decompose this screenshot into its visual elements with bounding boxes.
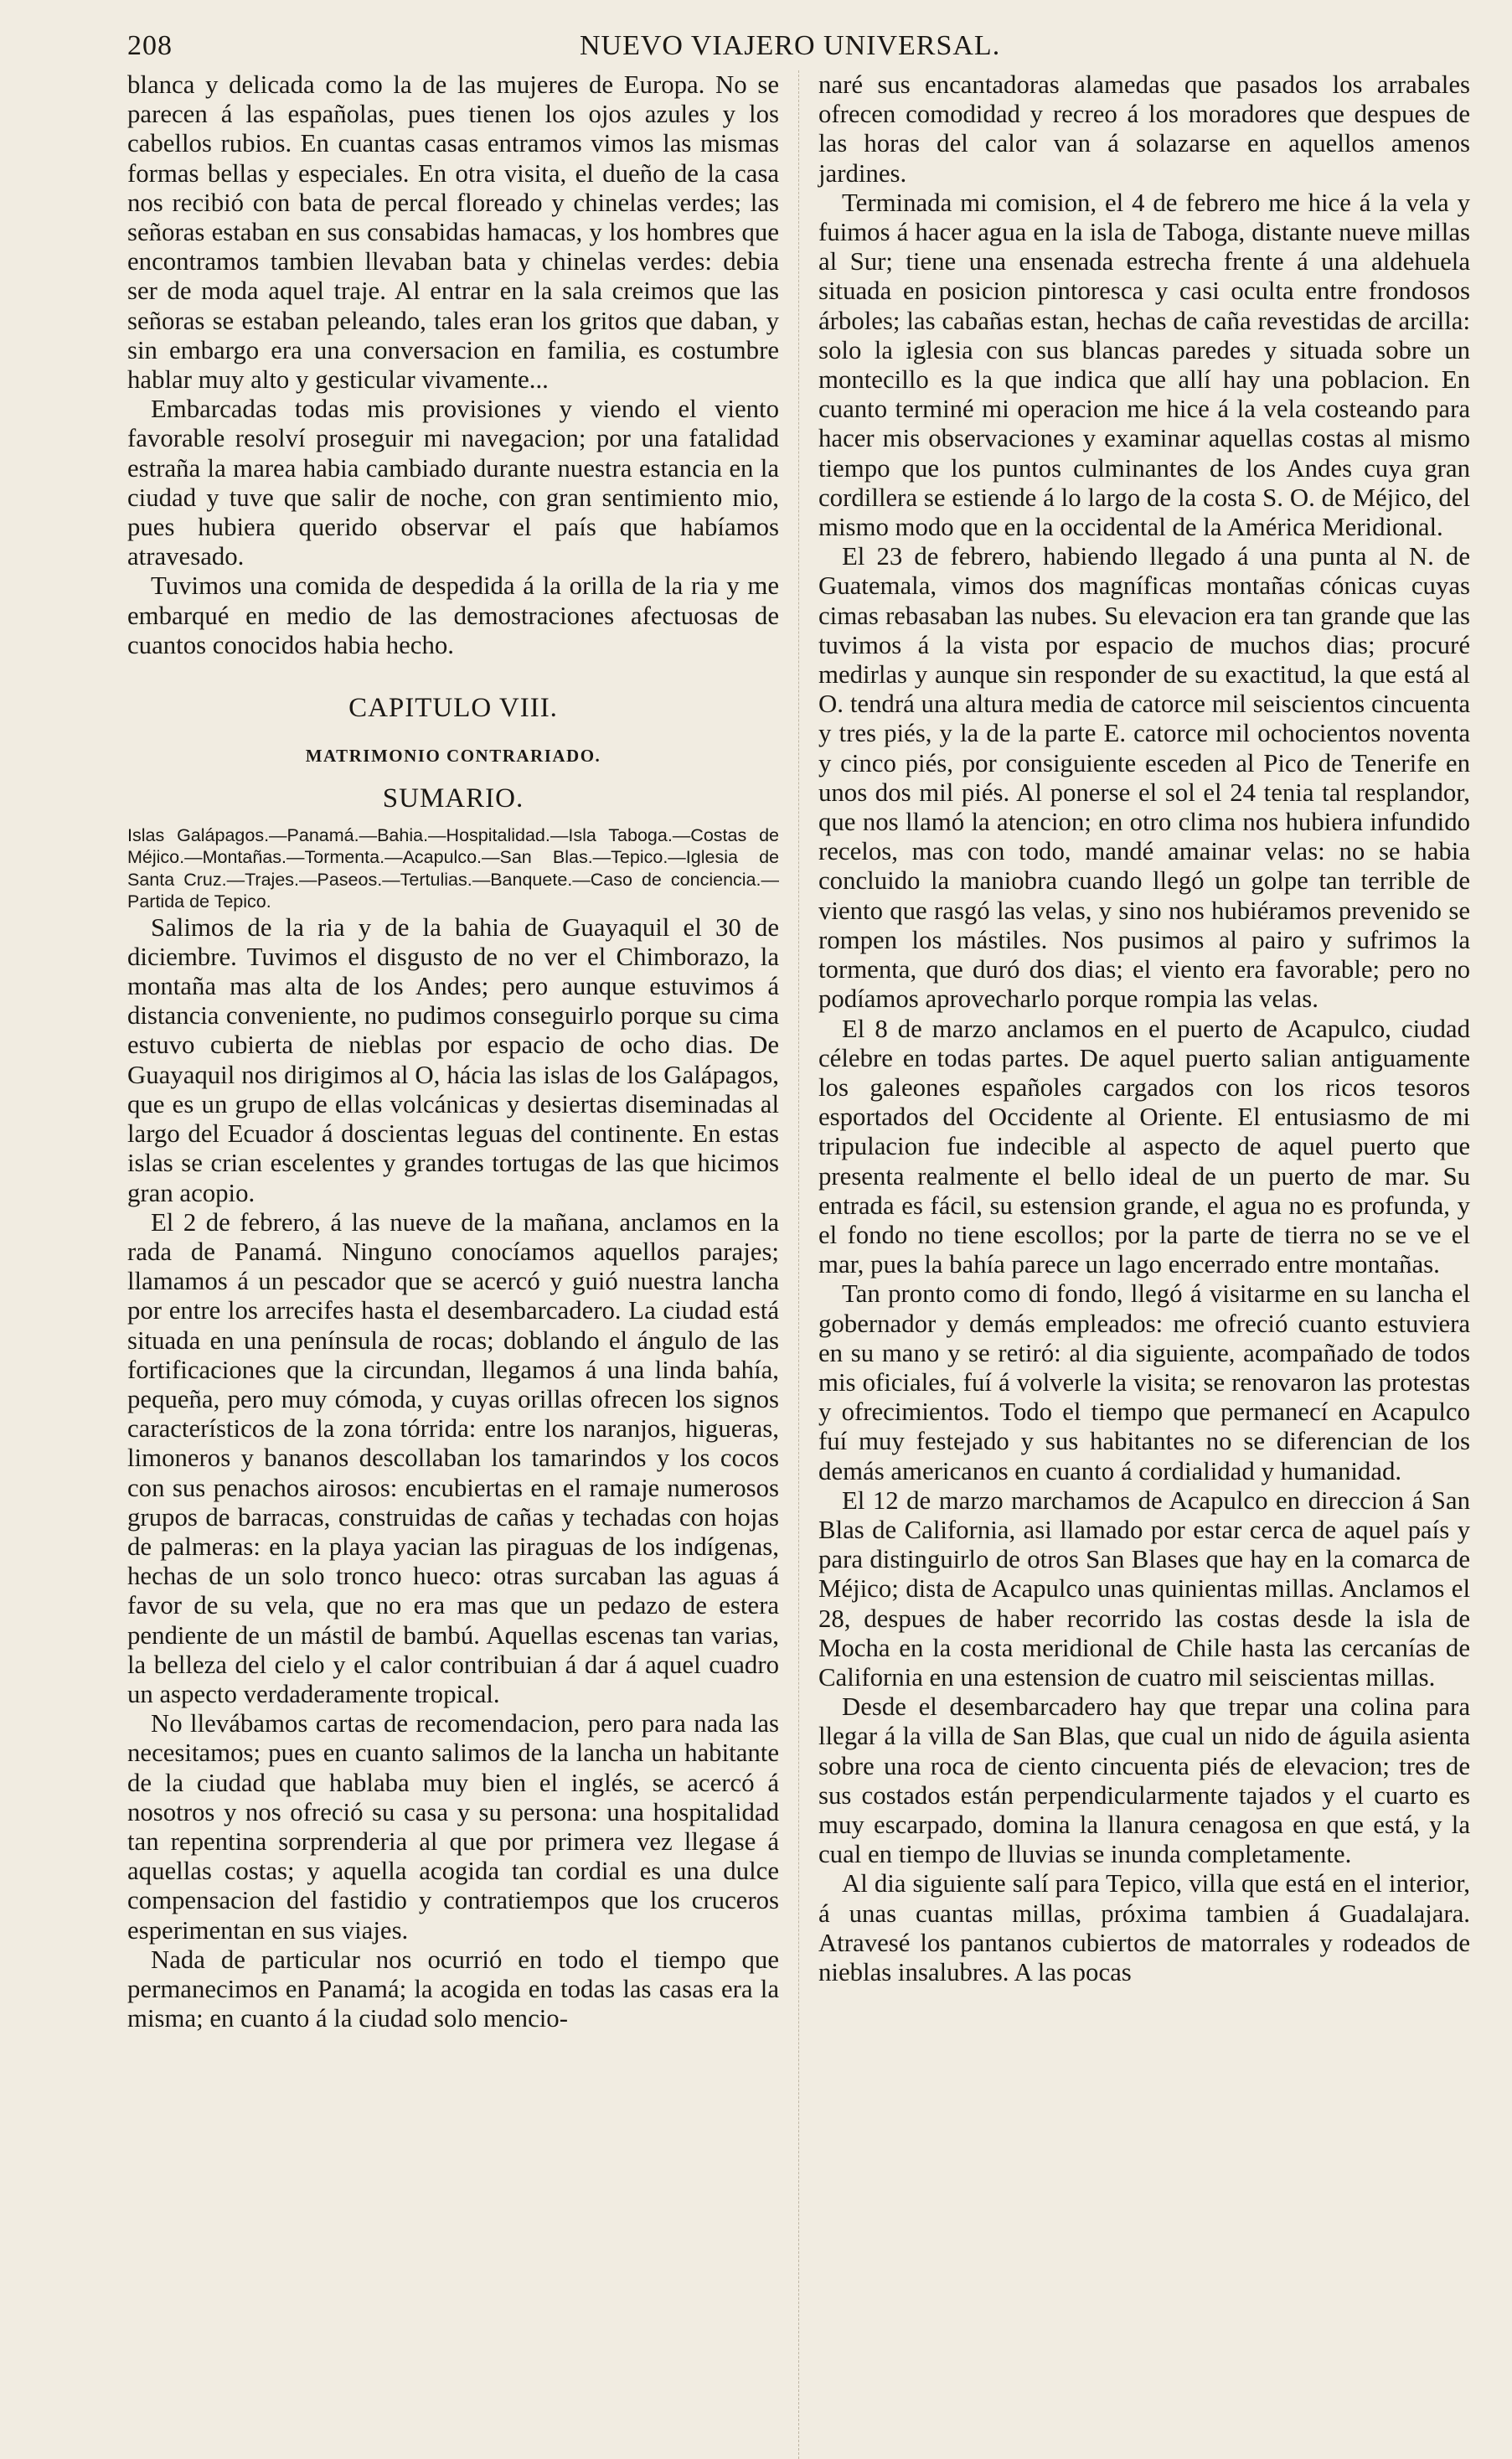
paragraph: naré sus encantadoras alamedas que pasados los arrabales ofrecen comodidad y recreo á los moradores que despues de las horas del calor van á solazarse en aquellos amenos jardines. <box>818 70 1470 188</box>
paragraph: El 2 de febrero, á las nueve de la mañana, anclamos en la rada de Panamá. Ninguno conocíamos aquellos parajes; llamamos á un pescador que se acercó y guió nuestra lancha por entre los arrecifes hasta el desembarcadero. La ciudad está situada en una península de rocas; doblando el ángulo de las fortificaciones que la circundan, llegamos á una linda bahía, pequeña, pero muy cómoda, y cuyas orillas ofrecen los signos característicos de la zona tórrida: entre los naranjos, higueras, limoneros y bananos descollaban los tamarindos y los cocos con sus penachos airosos: encubiertas en el ramaje numerosos grupos de barracas, construidas de cañas y techadas con hojas de palmeras: en la playa yacian las piraguas de los indígenas, hechas de un solo tronco hueco: otras surcaban las aguas á favor de su vela, que no era mas que un pedazo de estera pendiente de un mástil de bambú. Aquellas escenas tan varias, la belleza del cielo y el calor contribuian á dar á aquel cuadro un aspecto verdaderamente tropical. <box>127 1207 779 1708</box>
paragraph: blanca y delicada como la de las mujeres de Europa. No se parecen á las españolas, pues tienen los ojos azules y los cabellos rubios. En cuantas casas entramos vimos las mismas formas bellas y especiales. En otra visita, el dueño de la casa nos recibió con bata de percal floreado y chinelas verdes; las señoras estaban en sus consabidas hamacas, y los hombres que encontramos tambien llevaban bata y chinelas verdes: debia ser de moda aquel traje. Al entrar en la sala creimos que las señoras se estaban peleando, tales eran los gritos que daban, y sin embargo era una conversacion en familia, es costumbre hablar muy alto y gesticular vivamente... <box>127 70 779 395</box>
right-column <box>818 70 1470 2033</box>
paragraph: Embarcadas todas mis provisiones y viendo el viento favorable resolví proseguir mi navegacion; por una fatalidad estraña la marea habia cambiado durante nuestra estancia en la ciudad y tuve que salir de noche, con gran sentimiento mio, pues hubiera querido observar el país que habíamos atravesado. <box>127 395 779 571</box>
page-number: 208 <box>127 30 173 61</box>
paragraph: El 23 de febrero, habiendo llegado á una punta al N. de Guatemala, vimos dos magníficas montañas cónicas cuyas cimas rebasaban las nubes. Su elevacion era tan grande que las tuvimos á la vista por espacio de muchos dias; procuré medirlas y aunque sin responder de su exactitud, la que está al O. tendrá una altura media de catorce mil seiscientos cincuenta y tres piés, y la de la parte E. catorce mil ochocientos noventa y cinco piés, por consiguiente esceden al Pico de Tenerife en unos dos mil piés. Al ponerse el sol el 24 tenia tal resplandor, que nos llamó la atencion; en otro clima nos hubiera infundido recelos, mas con todo, mandé amainar velas: no se habia concluido la maniobra cuando llegó un golpe tan terrible de viento que rasgó las velas, y sino nos hubiéramos prevenido se rompen los mástiles. Nos pusimos al pairo y sufrimos la tormenta, que duró dos dias; el viento era favorable; pero no podíamos aprovecharlo porque rompia las velas. <box>818 542 1470 1014</box>
paragraph: El 8 de marzo anclamos en el puerto de Acapulco, ciudad célebre en todas partes. De aquel puerto salian antiguamente los galeones españoles cargados con los ricos tesoros esportados del Occidente al Oriente. El entusiasmo de mi tripulacion fue indecible al aspecto de aquel puerto que presenta realmente el bello ideal de un puerto de mar. Su entrada es fácil, su estension grande, el agua no es profunda, y el fondo no tiene escollos; por la parte de tierra no se ve el mar, pues la bahía parece un lago encerrado entre montañas. <box>818 1014 1470 1279</box>
paragraph: Tan pronto como di fondo, llegó á visitarme en su lancha el gobernador y demás empleados: me ofreció cuanto estuviera en su mano y se retiró: al dia siguiente, acompañado de todos mis oficiales, fuí á volverle la visita; se renovaron las protestas y ofrecimientos. Todo el tiempo que permanecí en Acapulco fuí muy festejado y sus habitantes no se diferencian de los demás americanos en cuanto á cordialidad y humanidad. <box>818 1279 1470 1485</box>
paragraph: No llevábamos cartas de recomendacion, pero para nada las necesitamos; pues en cuanto salimos de la lancha un habitante de la ciudad que hablaba muy bien el inglés, se acercó á nosotros y nos ofreció su casa y su persona: una hospitalidad tan repentina sorprenderia al que por primera vez llegase á aquellas costas; y aquella acogida tan cordial es una dulce compensacion del fastidio y contratiempos que los cruceros esperimentan en sus viajes. <box>127 1709 779 1945</box>
chapter-subtitle: MATRIMONIO CONTRARIADO. <box>305 746 601 767</box>
chapter-summary: Islas Galápagos.—Panamá.—Bahia.—Hospitalidad.—Isla Taboga.—Costas de Méjico.—Montañas.—Tormenta.—Acapulco.—San Blas.—Tepico.—Iglesia de Santa Cruz.—Trajes.—Paseos.—Tertulias.—Banquete.—Caso de conciencia.—Partida de Tepico. <box>127 824 779 912</box>
paragraph: Salimos de la ria y de la bahia de Guayaquil el 30 de diciembre. Tuvimos el disgusto de no ver el Chimborazo, la montaña mas alta de los Andes; pero aunque estuvimos á distancia conveniente, no pudimos conseguirlo porque su cima estuvo cubierta de nieblas por espacio de ocho dias. De Guayaquil nos dirigimos al O, hácia las islas de los Galápagos, que es un grupo de ellas volcánicas y desiertas diseminadas al largo del Ecuador á doscientas leguas del continente. En estas islas se crian escelentes y grandes tortugas de las que hicimos gran acopio. <box>127 912 779 1207</box>
summary-heading: SUMARIO. <box>382 783 524 814</box>
paragraph: Tuvimos una comida de despedida á la orilla de la ria y me embarqué en medio de las demostraciones afectuosas de cuantos conocidos habia hecho. <box>127 571 779 659</box>
paragraph: Al dia siguiente salí para Tepico, villa que está en el interior, á unas cuantas millas, próxima tambien á Guadalajara. Atravesé los pantanos cubiertos de matorrales y rodeados de nieblas insalubres. A las pocas <box>818 1869 1470 1986</box>
left-column <box>127 70 779 2033</box>
paragraph: El 12 de marzo marchamos de Acapulco en direccion á San Blas de California, asi llamado por estar cerca de aquel país y para distinguirlo de otros San Blases que hay en la comarca de Méjico; dista de Acapulco unas quinientas millas. Anclamos el 28, despues de haber recorrido las costas desde la isla de Mocha en la costa meridional de Chile hasta las cercanías de California en una estension de cuatro mil seiscientas millas. <box>818 1485 1470 1692</box>
chapter-title: CAPITULO VIII. <box>348 693 558 724</box>
paragraph: Terminada mi comision, el 4 de febrero me hice á la vela y fuimos á hacer agua en la isla de Taboga, distante nueve millas al Sur; tiene una ensenada estrecha frente á una aldehuela situada en posicion pintoresca y casi oculta entre frondosos árboles; las cabañas estan, hechas de caña revestidas de arcilla: solo la iglesia con sus blancas paredes y situada sobre un montecillo es la que indica que allí hay una poblacion. En cuanto terminé mi operacion me hice á la vela costeando para hacer mis observaciones y examinar aquellas costas al mismo tiempo que los puntos culminantes de los Andes cuya gran cordillera se estiende á lo largo de la costa S. O. de Méjico, del mismo modo que en la occidental de la América Meridional. <box>818 188 1470 542</box>
text-columns <box>127 70 1470 2033</box>
running-title: NUEVO VIAJERO UNIVERSAL. <box>580 30 1001 61</box>
running-head <box>127 28 1470 70</box>
paragraph: Desde el desembarcadero hay que trepar una colina para llegar á la villa de San Blas, que cual un nido de águila asienta sobre una roca de ciento cincuenta piés de elevacion; tres de sus costados están perpendicularmente tajados y el cuarto es muy escarpado, domina la llanura cenagosa en que está, y la cual en tiempo de lluvias se inunda completamente. <box>818 1692 1470 1869</box>
paragraph: Nada de particular nos ocurrió en todo el tiempo que permanecimos en Panamá; la acogida en todas las casas era la misma; en cuanto á la ciudad solo mencio- <box>127 1945 779 2033</box>
